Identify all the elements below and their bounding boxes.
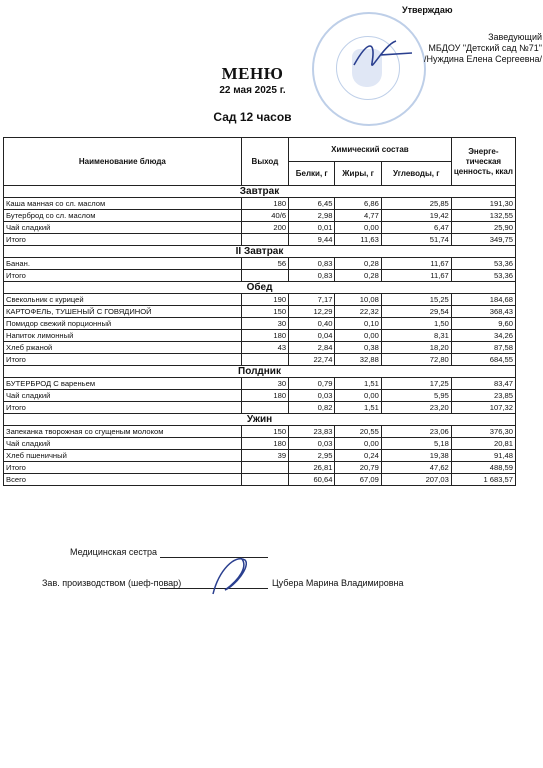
dish-energy: 107,32 bbox=[451, 402, 515, 414]
dish-name: Итого bbox=[4, 234, 242, 246]
dish-carbs: 51,74 bbox=[381, 234, 451, 246]
dish-energy: 368,43 bbox=[451, 306, 515, 318]
table-row bbox=[4, 198, 516, 210]
dish-carbs: 72,80 bbox=[381, 354, 451, 366]
dish-energy: 53,36 bbox=[451, 270, 515, 282]
dish-output: 56 bbox=[241, 258, 288, 270]
dish-carbs: 15,25 bbox=[381, 294, 451, 306]
dish-energy: 132,55 bbox=[451, 210, 515, 222]
table-row bbox=[4, 342, 516, 354]
dish-fat: 0,10 bbox=[335, 318, 381, 330]
dish-energy: 191,30 bbox=[451, 198, 515, 210]
dish-output bbox=[241, 234, 288, 246]
dish-energy: 488,59 bbox=[451, 462, 515, 474]
dish-carbs: 11,67 bbox=[381, 258, 451, 270]
dish-energy: 83,47 bbox=[451, 378, 515, 390]
section-title: Ужин bbox=[4, 414, 516, 426]
dish-energy: 34,26 bbox=[451, 330, 515, 342]
dish-fat: 11,63 bbox=[335, 234, 381, 246]
section-row bbox=[4, 246, 516, 258]
dish-protein: 2,95 bbox=[289, 450, 335, 462]
header-protein: Белки, г bbox=[289, 162, 335, 186]
table-row bbox=[4, 294, 516, 306]
dish-output bbox=[241, 462, 288, 474]
table-row bbox=[4, 450, 516, 462]
dish-protein: 0,03 bbox=[289, 390, 335, 402]
dish-name: Всего bbox=[4, 474, 242, 486]
chef-name: Цубера Марина Владимировна bbox=[272, 578, 404, 588]
dish-name: Напиток лимонный bbox=[4, 330, 242, 342]
dish-name: Чай сладкий bbox=[4, 438, 242, 450]
dish-protein: 6,45 bbox=[289, 198, 335, 210]
table-row bbox=[4, 210, 516, 222]
dish-protein: 2,98 bbox=[289, 210, 335, 222]
dish-output: 30 bbox=[241, 378, 288, 390]
approve-label: Утверждаю bbox=[402, 5, 453, 15]
dish-fat: 0,00 bbox=[335, 330, 381, 342]
header-energy: Энерге-тическая ценность, ккал bbox=[451, 138, 515, 186]
chef-signature bbox=[205, 550, 255, 600]
dish-output: 190 bbox=[241, 294, 288, 306]
dish-name: Свекольник с курицей bbox=[4, 294, 242, 306]
dish-energy: 9,60 bbox=[451, 318, 515, 330]
dish-fat: 0,00 bbox=[335, 438, 381, 450]
dish-fat: 0,28 bbox=[335, 258, 381, 270]
dish-output bbox=[241, 402, 288, 414]
dish-fat: 32,88 bbox=[335, 354, 381, 366]
dish-carbs: 25,85 bbox=[381, 198, 451, 210]
dish-fat: 1,51 bbox=[335, 402, 381, 414]
dish-energy: 53,36 bbox=[451, 258, 515, 270]
dish-energy: 87,58 bbox=[451, 342, 515, 354]
dish-carbs: 19,38 bbox=[381, 450, 451, 462]
dish-protein: 12,29 bbox=[289, 306, 335, 318]
header-carbs: Углеводы, г bbox=[381, 162, 451, 186]
table-row bbox=[4, 474, 516, 486]
dish-output: 39 bbox=[241, 450, 288, 462]
table-row bbox=[4, 306, 516, 318]
table-row bbox=[4, 330, 516, 342]
dish-protein: 0,03 bbox=[289, 438, 335, 450]
dish-name: Запеканка творожная со сгущеным молоком bbox=[4, 426, 242, 438]
table-row bbox=[4, 462, 516, 474]
dish-name: Чай сладкий bbox=[4, 390, 242, 402]
dish-name: Каша манная со сл. маслом bbox=[4, 198, 242, 210]
table-row bbox=[4, 318, 516, 330]
section-row bbox=[4, 414, 516, 426]
section-title: II Завтрак bbox=[4, 246, 516, 258]
approve-block bbox=[370, 32, 542, 65]
dish-energy: 91,48 bbox=[451, 450, 515, 462]
dish-carbs: 17,25 bbox=[381, 378, 451, 390]
dish-output bbox=[241, 354, 288, 366]
dish-fat: 0,28 bbox=[335, 270, 381, 282]
dish-fat: 20,79 bbox=[335, 462, 381, 474]
dish-name: КАРТОФЕЛЬ, ТУШЕНЫЙ С ГОВЯДИНОЙ bbox=[4, 306, 242, 318]
dish-output: 180 bbox=[241, 438, 288, 450]
section-row bbox=[4, 282, 516, 294]
dish-protein: 0,83 bbox=[289, 270, 335, 282]
dish-name: Банан. bbox=[4, 258, 242, 270]
table-row bbox=[4, 354, 516, 366]
dish-fat: 0,24 bbox=[335, 450, 381, 462]
dish-carbs: 23,06 bbox=[381, 426, 451, 438]
dish-carbs: 18,20 bbox=[381, 342, 451, 354]
dish-energy: 349,75 bbox=[451, 234, 515, 246]
menu-date: 22 мая 2025 г. bbox=[219, 85, 286, 96]
dish-output: 40/6 bbox=[241, 210, 288, 222]
group-name: Сад 12 часов bbox=[213, 110, 292, 124]
dish-output: 180 bbox=[241, 330, 288, 342]
dish-fat: 20,55 bbox=[335, 426, 381, 438]
nurse-label: Медицинская сестра bbox=[70, 547, 157, 557]
dish-fat: 1,51 bbox=[335, 378, 381, 390]
dish-name: Итого bbox=[4, 354, 242, 366]
approve-line-position: Заведующий bbox=[488, 32, 542, 42]
dish-name: Бутерброд со сл. маслом bbox=[4, 210, 242, 222]
dish-protein: 0,82 bbox=[289, 402, 335, 414]
dish-fat: 0,00 bbox=[335, 222, 381, 234]
dish-protein: 23,83 bbox=[289, 426, 335, 438]
page-title: МЕНЮ bbox=[221, 64, 284, 83]
dish-fat: 0,38 bbox=[335, 342, 381, 354]
dish-carbs: 8,31 bbox=[381, 330, 451, 342]
dish-name: Итого bbox=[4, 270, 242, 282]
dish-name: Хлеб ржаной bbox=[4, 342, 242, 354]
dish-name: Итого bbox=[4, 462, 242, 474]
section-title: Завтрак bbox=[4, 186, 516, 198]
menu-table bbox=[3, 137, 516, 486]
dish-output: 180 bbox=[241, 198, 288, 210]
dish-protein: 9,44 bbox=[289, 234, 335, 246]
header-name: Наименование блюда bbox=[4, 138, 242, 186]
dish-fat: 10,08 bbox=[335, 294, 381, 306]
dish-carbs: 29,54 bbox=[381, 306, 451, 318]
dish-output: 150 bbox=[241, 426, 288, 438]
table-row bbox=[4, 402, 516, 414]
dish-fat: 4,77 bbox=[335, 210, 381, 222]
section-row bbox=[4, 186, 516, 198]
dish-energy: 684,55 bbox=[451, 354, 515, 366]
dish-name: Помидор свежий порционный bbox=[4, 318, 242, 330]
dish-protein: 22,74 bbox=[289, 354, 335, 366]
dish-name: Хлеб пшеничный bbox=[4, 450, 242, 462]
header-output: Выход bbox=[241, 138, 288, 186]
table-row bbox=[4, 234, 516, 246]
dish-carbs: 207,03 bbox=[381, 474, 451, 486]
dish-fat: 0,00 bbox=[335, 390, 381, 402]
dish-carbs: 47,62 bbox=[381, 462, 451, 474]
header-chem: Химический состав bbox=[289, 138, 452, 162]
chef-label: Зав. производством (шеф-повар) bbox=[42, 578, 182, 588]
dish-protein: 0,83 bbox=[289, 258, 335, 270]
dish-energy: 1 683,57 bbox=[451, 474, 515, 486]
dish-energy: 376,30 bbox=[451, 426, 515, 438]
section-row bbox=[4, 366, 516, 378]
section-title: Полдник bbox=[4, 366, 516, 378]
dish-carbs: 23,20 bbox=[381, 402, 451, 414]
dish-output: 180 bbox=[241, 390, 288, 402]
table-row bbox=[4, 378, 516, 390]
table-row bbox=[4, 426, 516, 438]
dish-name: Итого bbox=[4, 402, 242, 414]
dish-fat: 67,09 bbox=[335, 474, 381, 486]
dish-name: Чай сладкий bbox=[4, 222, 242, 234]
dish-protein: 0,04 bbox=[289, 330, 335, 342]
dish-output: 150 bbox=[241, 306, 288, 318]
dish-fat: 22,32 bbox=[335, 306, 381, 318]
dish-carbs: 1,50 bbox=[381, 318, 451, 330]
dish-protein: 7,17 bbox=[289, 294, 335, 306]
dish-output bbox=[241, 270, 288, 282]
table-row bbox=[4, 270, 516, 282]
header-fat: Жиры, г bbox=[335, 162, 381, 186]
dish-protein: 0,01 bbox=[289, 222, 335, 234]
table-row bbox=[4, 258, 516, 270]
dish-protein: 0,79 bbox=[289, 378, 335, 390]
dish-energy: 184,68 bbox=[451, 294, 515, 306]
dish-output bbox=[241, 474, 288, 486]
dish-carbs: 19,42 bbox=[381, 210, 451, 222]
dish-name: БУТЕРБРОД С вареньем bbox=[4, 378, 242, 390]
section-title: Обед bbox=[4, 282, 516, 294]
dish-output: 200 bbox=[241, 222, 288, 234]
dish-output: 30 bbox=[241, 318, 288, 330]
menu-body bbox=[4, 186, 516, 486]
table-row bbox=[4, 222, 516, 234]
dish-energy: 25,90 bbox=[451, 222, 515, 234]
dish-protein: 2,84 bbox=[289, 342, 335, 354]
dish-protein: 60,64 bbox=[289, 474, 335, 486]
approve-line-person: /Нуждина Елена Сергеевна/ bbox=[424, 54, 542, 64]
approve-line-org: МБДОУ "Детский сад №71" bbox=[428, 43, 542, 53]
dish-carbs: 5,95 bbox=[381, 390, 451, 402]
dish-energy: 23,85 bbox=[451, 390, 515, 402]
dish-energy: 20,81 bbox=[451, 438, 515, 450]
dish-carbs: 11,67 bbox=[381, 270, 451, 282]
dish-fat: 6,86 bbox=[335, 198, 381, 210]
table-row bbox=[4, 438, 516, 450]
table-row bbox=[4, 390, 516, 402]
dish-output: 43 bbox=[241, 342, 288, 354]
dish-protein: 0,40 bbox=[289, 318, 335, 330]
dish-carbs: 5,18 bbox=[381, 438, 451, 450]
dish-protein: 26,81 bbox=[289, 462, 335, 474]
dish-carbs: 6,47 bbox=[381, 222, 451, 234]
